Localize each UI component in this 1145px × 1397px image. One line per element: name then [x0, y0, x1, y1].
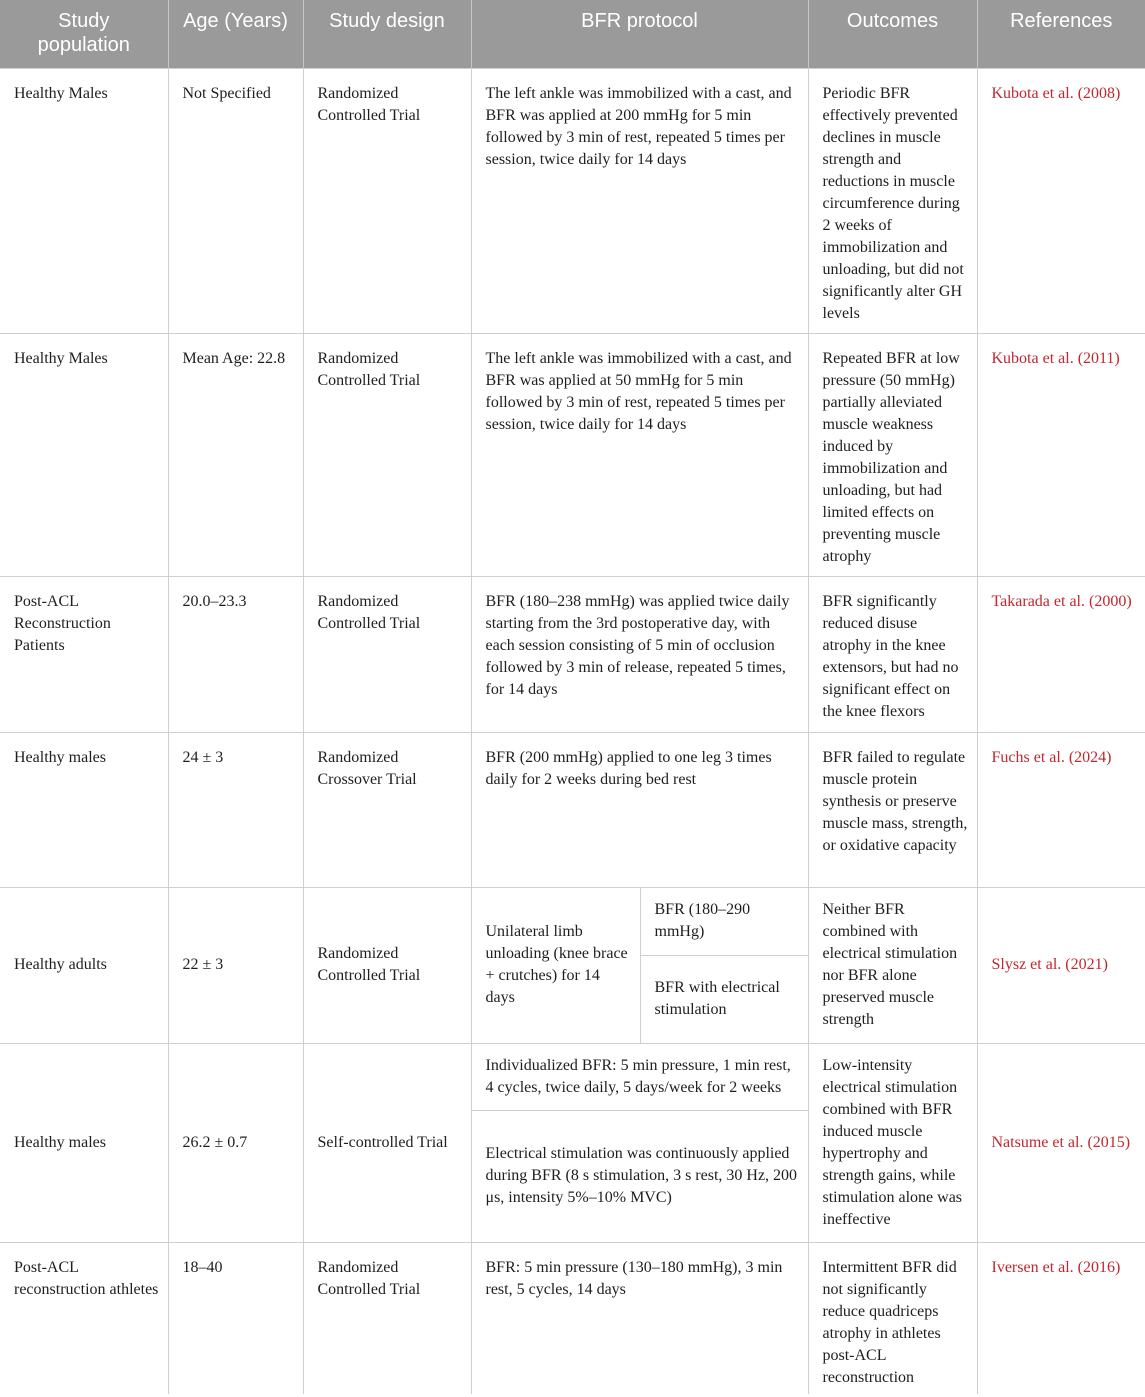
- reference-link[interactable]: Slysz et al. (2021): [991, 956, 1108, 973]
- cell-bfr-protocol: BFR: 5 min pressure (130–180 mmHg), 3 min rest, 5 cycles, 14 days: [471, 1242, 808, 1394]
- cell-study-population: Healthy males: [0, 1043, 168, 1242]
- cell-bfr-protocol-component: Individualized BFR: 5 min pressure, 1 min rest, 4 cycles, twice daily, 5 days/week for 2 weeks: [471, 1043, 808, 1110]
- cell-outcomes: Repeated BFR at low pressure (50 mmHg) partially alleviated muscle weakness induced by immobilization and unloading, but had limited effects on preventing muscle atrophy: [808, 333, 977, 576]
- reference-link[interactable]: Fuchs et al. (2024): [991, 748, 1112, 766]
- cell-bfr-protocol-context: Unilateral limb unloading (knee brace + crutches) for 14 days: [471, 887, 640, 1043]
- header-references: References: [977, 0, 1145, 68]
- reference-link[interactable]: Iversen et al. (2016): [991, 1258, 1121, 1276]
- cell-age: 26.2 ± 0.7: [168, 1043, 303, 1242]
- cell-study-population: Healthy Males: [0, 333, 168, 576]
- cell-outcomes: Low-intensity electrical stimulation combined with BFR induced muscle hypertrophy and strength gains, while stimulation alone was ineffective: [808, 1043, 977, 1242]
- cell-reference: [977, 887, 1145, 1043]
- table-row: [0, 732, 1145, 887]
- cell-study-design: Randomized Controlled Trial: [303, 68, 471, 333]
- header-outcomes: Outcomes: [808, 0, 977, 68]
- cell-outcomes: Neither BFR combined with electrical stimulation nor BFR alone preserved muscle strength: [808, 887, 977, 1043]
- cell-reference: [977, 1242, 1145, 1394]
- cell-study-population: Healthy Males: [0, 68, 168, 333]
- cell-bfr-protocol-arm: BFR with electrical stimulation: [640, 955, 808, 1043]
- cell-bfr-protocol-component: Electrical stimulation was continuously applied during BFR (8 s stimulation, 3 s rest, 30 Hz, 200 μs, intensity 5%–10% MVC): [471, 1110, 808, 1242]
- cell-study-design: Self-controlled Trial: [303, 1043, 471, 1242]
- cell-reference: [977, 333, 1145, 576]
- cell-outcomes: Intermittent BFR did not significantly reduce quadriceps atrophy in athletes post-ACL reconstruction: [808, 1242, 977, 1394]
- cell-study-design: Randomized Controlled Trial: [303, 576, 471, 732]
- table-row: [0, 887, 1145, 955]
- header-study-population: [0, 0, 168, 68]
- cell-study-design: Randomized Controlled Trial: [303, 887, 471, 1043]
- header-study-population-label: Study population: [37, 10, 130, 56]
- table-row: [0, 576, 1145, 732]
- cell-study-design: Randomized Crossover Trial: [303, 732, 471, 887]
- cell-reference: [977, 68, 1145, 333]
- header-age: Age (Years): [168, 0, 303, 68]
- cell-age: 20.0–23.3: [168, 576, 303, 732]
- table-row: [0, 333, 1145, 576]
- cell-reference: [977, 732, 1145, 887]
- reference-link[interactable]: Kubota et al. (2011): [991, 349, 1120, 367]
- cell-age: 18–40: [168, 1242, 303, 1394]
- cell-bfr-protocol: The left ankle was immobilized with a cast, and BFR was applied at 50 mmHg for 5 min followed by 3 min of rest, repeated 5 times per session, twice daily for 14 days: [471, 333, 808, 576]
- cell-outcomes: BFR significantly reduced disuse atrophy in the knee extensors, but had no significant effect on the knee flexors: [808, 576, 977, 732]
- reference-link[interactable]: Takarada et al. (2000): [991, 592, 1132, 610]
- cell-outcomes: BFR failed to regulate muscle protein synthesis or preserve muscle mass, strength, or oxidative capacity: [808, 732, 977, 887]
- header-row: [0, 0, 1145, 68]
- cell-study-population: Post-ACL reconstruction athletes: [0, 1242, 168, 1394]
- cell-bfr-protocol-arm: BFR (180–290 mmHg): [640, 887, 808, 955]
- cell-reference: [977, 1043, 1145, 1242]
- cell-age: 24 ± 3: [168, 732, 303, 887]
- cell-age: Not Specified: [168, 68, 303, 333]
- cell-study-population: Healthy males: [0, 732, 168, 887]
- cell-age: 22 ± 3: [168, 887, 303, 1043]
- table-row: [0, 1242, 1145, 1394]
- table-row: [0, 68, 1145, 333]
- reference-link[interactable]: Kubota et al. (2008): [991, 84, 1121, 102]
- header-bfr-protocol: BFR protocol: [471, 0, 808, 68]
- cell-bfr-protocol: BFR (200 mmHg) applied to one leg 3 times daily for 2 weeks during bed rest: [471, 732, 808, 887]
- cell-study-design: Randomized Controlled Trial: [303, 333, 471, 576]
- cell-study-design: Randomized Controlled Trial: [303, 1242, 471, 1394]
- cell-bfr-protocol: BFR (180–238 mmHg) was applied twice daily starting from the 3rd postoperative day, with each session consisting of 5 min of occlusion followed by 3 min of release, repeated 5 times, for 14 days: [471, 576, 808, 732]
- cell-study-population: Healthy adults: [0, 887, 168, 1043]
- cell-outcomes: Periodic BFR effectively prevented declines in muscle strength and reductions in muscle circumference during 2 weeks of immobilization and unloading, but did not significantly alter GH levels: [808, 68, 977, 333]
- reference-link[interactable]: Natsume et al. (2015): [991, 1133, 1131, 1151]
- cell-study-population: Post-ACL Reconstruction Patients: [0, 576, 168, 732]
- cell-bfr-protocol: The left ankle was immobilized with a cast, and BFR was applied at 200 mmHg for 5 min followed by 3 min of rest, repeated 5 times per session, twice daily for 14 days: [471, 68, 808, 333]
- header-study-design: Study design: [303, 0, 471, 68]
- table-row: [0, 1043, 1145, 1110]
- cell-age: Mean Age: 22.8: [168, 333, 303, 576]
- cell-reference: [977, 576, 1145, 732]
